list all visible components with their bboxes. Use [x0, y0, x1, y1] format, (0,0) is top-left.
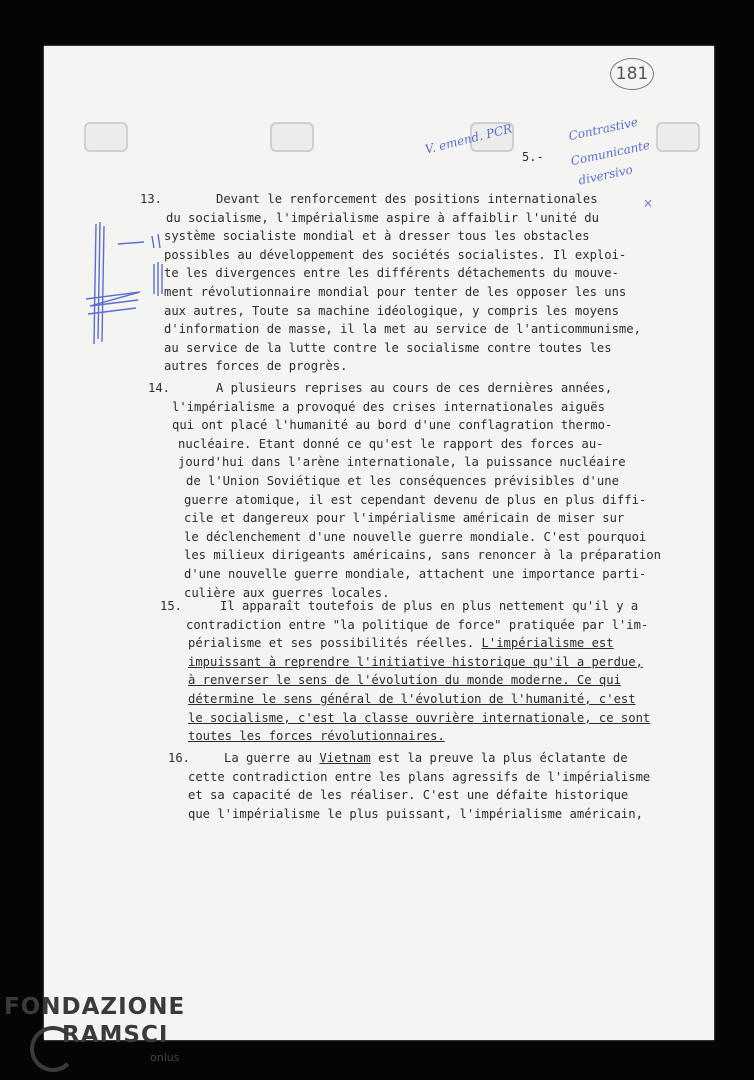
binder-clip [656, 122, 700, 152]
underlined-text-line: détermine le sens général de l'évolution de l'humanité, c'est [188, 692, 636, 706]
archive-stamp: 181 [610, 58, 654, 90]
text-line: d'une nouvelle guerre mondiale, attachent une importance parti- [184, 567, 647, 581]
handwritten-mark: × [643, 196, 654, 210]
text-line [188, 634, 614, 653]
paragraph-number: 16. [168, 751, 191, 765]
text-segment: La guerre au [224, 751, 313, 765]
handwritten-note: Contrastive [567, 114, 640, 144]
text-line: nucléaire. Etant donné ce qu'est le rapport des forces au- [178, 436, 604, 451]
text-line [224, 749, 628, 768]
underlined-text-line: à renverser le sens de l'évolution du monde moderne. Ce qui [188, 673, 621, 688]
underlined-text-line: toutes les forces révolutionnaires. [188, 729, 445, 744]
text-line: Il apparaît toutefois de plus en plus nettement qu'il y a [220, 599, 639, 613]
text-line: contradiction entre "la politique de force" pratiquée par l'im- [186, 617, 649, 632]
handwritten-note: V. emend. PCR [423, 121, 514, 157]
text-line: possibles au développement des sociétés socialistes. Il exploi- [164, 247, 627, 262]
text-line: que l'impérialisme le plus puissant, l'impérialisme américain, [188, 806, 643, 821]
paragraph-number: 14. [148, 381, 171, 395]
text-line: autres forces de progrès. [164, 359, 348, 374]
text-line: qui ont placé l'humanité au bord d'une conflagration thermo- [172, 418, 613, 433]
text-segment: périalisme et ses possibilités réelles. [188, 636, 475, 651]
underlined-text-line: le socialisme, c'est la classe ouvrière internationale, ce sont [188, 710, 651, 725]
text-line: cette contradiction entre les plans agressifs de l'impérialisme [188, 769, 651, 784]
paragraph-number: 13. [140, 192, 163, 206]
text-line: de l'Union Soviétique et les conséquences prévisibles d'une [186, 474, 619, 488]
text-line: cile et dangereux pour l'impérialisme américain de miser sur [184, 511, 625, 526]
text-line: aux autres, Toute sa machine idéologique, y compris les moyens [164, 303, 619, 318]
text-line: jourd'hui dans l'arène internationale, la puissance nucléaire [178, 455, 626, 470]
page-number: 5.- [522, 150, 544, 164]
text-line: du socialisme, l'impérialisme aspire à affaiblir l'unité du [166, 210, 599, 225]
watermark-logo: FONDAZIONE [4, 994, 186, 1020]
text-line: guerre atomique, il est cependant devenu de plus en plus diffi- [184, 492, 647, 507]
text-line: culière aux guerres locales. [184, 585, 390, 600]
watermark-logo: RAMSCI [62, 1022, 169, 1048]
paragraph-number: 15. [160, 599, 183, 613]
text-line: d'information de masse, il la met au service de l'anticommunisme, [164, 322, 641, 337]
text-line: te les divergences entre les différents détachements du mouve- [164, 266, 619, 281]
underlined-text-line: impuissant à reprendre l'initiative historique qu'il a perdue, [188, 654, 643, 669]
text-line: ment révolutionnaire mondial pour tenter de les opposer les uns [164, 285, 627, 299]
binder-clip [84, 122, 128, 152]
text-line: système socialiste mondial et à dresser tous les obstacles [164, 229, 590, 244]
text-segment: est la preuve la plus éclatante de [378, 751, 628, 765]
text-line: et sa capacité de les réaliser. C'est une défaite historique [188, 788, 629, 803]
text-line: A plusieurs reprises au cours de ces dernières années, [216, 381, 613, 395]
underlined-text: L'impérialisme est [481, 636, 614, 651]
text-line: Devant le renforcement des positions internationales [216, 192, 598, 206]
handwritten-note: Comunicante [569, 137, 652, 169]
binder-clip [270, 122, 314, 152]
underlined-text: Vietnam [319, 751, 371, 765]
text-line: les milieux dirigeants américains, sans renoncer à la préparation [184, 548, 661, 563]
handwritten-note: diversivo [577, 162, 634, 188]
text-line: l'impérialisme a provoqué des crises internationales aiguës [172, 399, 605, 414]
text-line: au service de la lutte contre le socialisme contre toutes les [164, 340, 612, 355]
text-line: le déclenchement d'une nouvelle guerre mondiale. C'est pourquoi [184, 529, 647, 544]
watermark-suffix: onlus [150, 1051, 180, 1064]
